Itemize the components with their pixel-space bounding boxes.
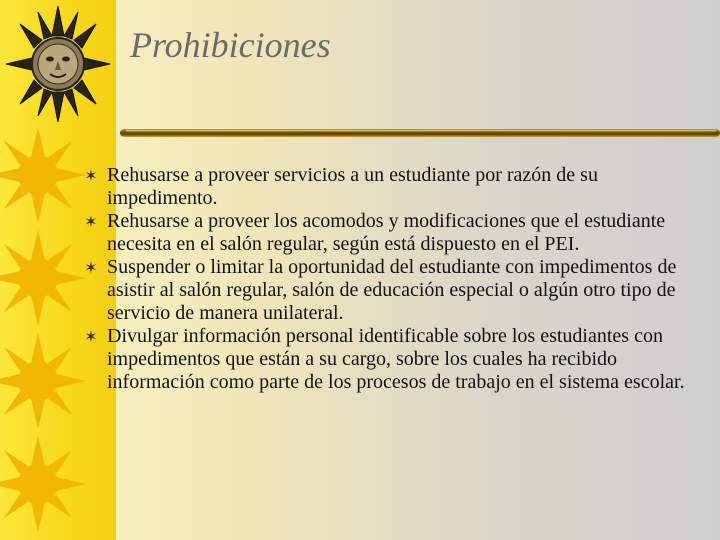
star-bullet-icon: ✶	[84, 327, 98, 346]
list-item-text: Rehusarse a proveer los acomodos y modificaciones que el estudiante necesita en el salón regular, según está dispuesto en el PEI.	[107, 210, 666, 255]
prohibitions-list	[82, 164, 712, 394]
star-bullet-icon: ✶	[84, 166, 98, 185]
list-item-text: Divulgar información personal identificable sobre los estudiantes con impedimentos que están a su cargo, sobre los cuales ha recibido información como parte de los procesos de trabajo en el sistema escolar.	[107, 325, 685, 393]
slide-title: Prohibiciones	[130, 25, 331, 65]
title-divider	[120, 122, 720, 144]
list-item	[82, 325, 712, 394]
list-item-text: Rehusarse a proveer servicios a un estudiante por razón de su impedimento.	[107, 164, 598, 209]
list-item	[82, 210, 712, 256]
sun-rays-icon	[0, 434, 116, 534]
list-item-text: Suspender o limitar la oportunidad del estudiante con impedimentos de asistir al salón regular, salón de educación especial o algún otro tipo de servicio de manera unilateral.	[107, 256, 677, 324]
sun-face-icon	[4, 4, 112, 122]
list-item	[82, 164, 712, 210]
star-bullet-icon: ✶	[84, 212, 98, 231]
star-bullet-icon: ✶	[84, 258, 98, 277]
list-item	[82, 256, 712, 325]
